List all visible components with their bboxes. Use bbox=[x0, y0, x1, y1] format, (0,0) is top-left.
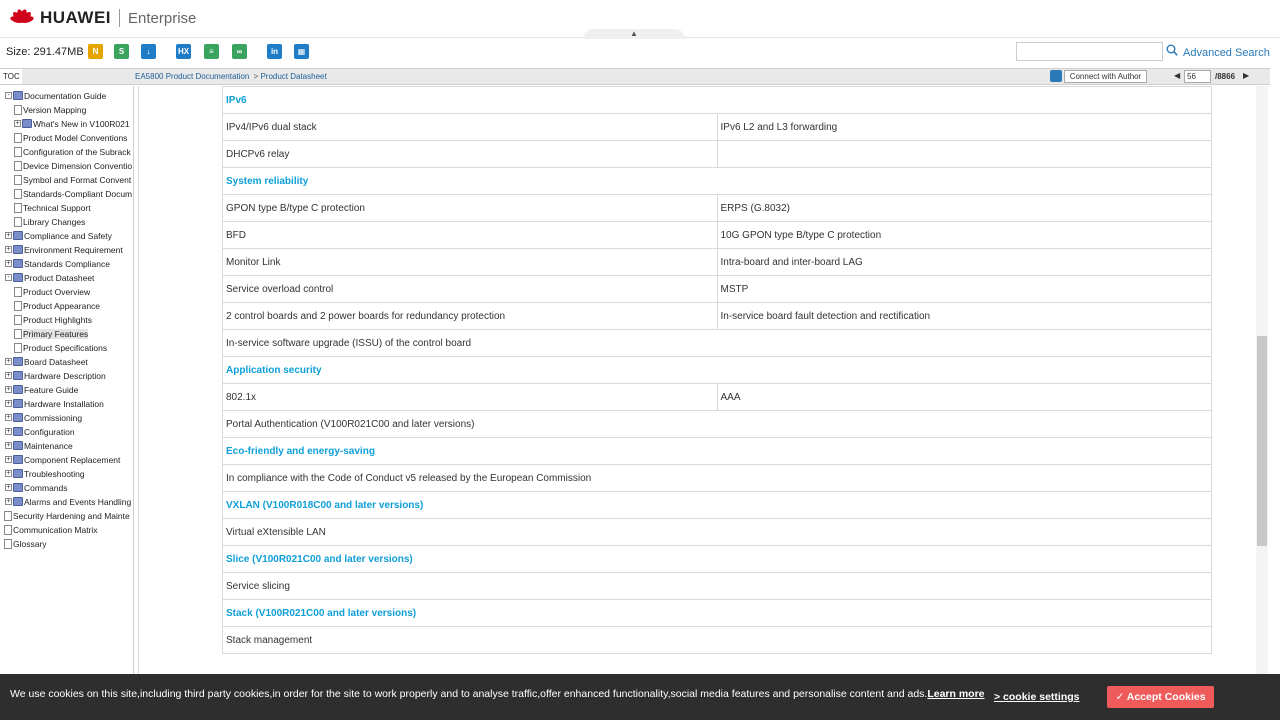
book-icon bbox=[13, 273, 23, 282]
table-cell: 10G GPON type B/type C protection bbox=[717, 222, 1212, 249]
table-cell: BFD bbox=[223, 222, 718, 249]
feedback-icon[interactable]: ≡ bbox=[204, 44, 219, 59]
table-row bbox=[223, 222, 1212, 249]
book-icon bbox=[13, 245, 23, 254]
toc-item[interactable] bbox=[14, 201, 91, 214]
book-icon bbox=[13, 427, 23, 436]
toc-item-label: Symbol and Format Convent bbox=[23, 174, 132, 185]
table-cell bbox=[717, 141, 1212, 168]
toc-item[interactable] bbox=[14, 103, 86, 116]
collapse-icon[interactable]: - bbox=[5, 92, 12, 99]
table-row bbox=[223, 303, 1212, 330]
toc-item-label: Troubleshooting bbox=[24, 468, 85, 479]
table-cell: In-service software upgrade (ISSU) of the control board bbox=[223, 330, 1212, 357]
toc-item-label: Version Mapping bbox=[23, 104, 87, 115]
toc-item-label: Documentation Guide bbox=[24, 90, 107, 101]
toc-item-label: Product Model Conventions bbox=[23, 132, 128, 143]
toc-item-label: Communication Matrix bbox=[13, 524, 98, 535]
toc-item-label: Product Overview bbox=[23, 286, 91, 297]
expand-icon[interactable]: + bbox=[6, 498, 11, 505]
toc-item-label: Product Appearance bbox=[23, 300, 101, 311]
table-cell: Service overload control bbox=[223, 276, 718, 303]
toc-item[interactable] bbox=[14, 187, 132, 200]
toc-item[interactable] bbox=[14, 313, 92, 326]
table-cell: Service slicing bbox=[223, 573, 1212, 600]
toc-item-label: Product Highlights bbox=[23, 314, 92, 325]
table-cell: In compliance with the Code of Conduct v5 released by the European Commission bbox=[223, 465, 1212, 492]
table-row bbox=[223, 330, 1212, 357]
section-title: Eco-friendly and energy-saving bbox=[223, 438, 1212, 465]
toolbar bbox=[0, 39, 1280, 68]
expand-icon[interactable]: + bbox=[6, 414, 11, 421]
toc-item[interactable] bbox=[5, 467, 85, 480]
table-cell: Monitor Link bbox=[223, 249, 718, 276]
toc-item-label: Board Datasheet bbox=[24, 356, 88, 367]
table-row bbox=[223, 519, 1212, 546]
toc-item[interactable] bbox=[5, 495, 131, 508]
download-icon[interactable]: ↓ bbox=[141, 44, 156, 59]
book-icon bbox=[13, 385, 23, 394]
toc-item[interactable] bbox=[14, 327, 88, 340]
section-header-row bbox=[223, 492, 1212, 519]
toc-item-label: Alarms and Events Handling bbox=[24, 496, 132, 507]
expand-icon[interactable]: + bbox=[6, 372, 11, 379]
collapse-icon[interactable]: - bbox=[5, 274, 12, 281]
cookie-text bbox=[10, 688, 985, 700]
toc-item[interactable] bbox=[14, 341, 107, 354]
toc-item-label: Commands bbox=[24, 482, 68, 493]
toc-item[interactable] bbox=[5, 229, 112, 242]
toc-item-label: Security Hardening and Mainte bbox=[13, 510, 130, 521]
page-icon bbox=[4, 525, 12, 535]
book-icon bbox=[13, 357, 23, 366]
hdx-icon[interactable]: HX bbox=[176, 44, 191, 59]
toc-item[interactable] bbox=[5, 89, 106, 102]
page-icon bbox=[14, 133, 22, 143]
table-cell: Virtual eXtensible LAN bbox=[223, 519, 1212, 546]
section-title: Slice (V100R021C00 and later versions) bbox=[223, 546, 1212, 573]
page-icon bbox=[14, 343, 22, 353]
table-cell: 802.1x bbox=[223, 384, 718, 411]
toc-item[interactable] bbox=[14, 285, 90, 298]
toc-item[interactable] bbox=[14, 145, 131, 158]
toc-item-label: Technical Support bbox=[23, 202, 91, 213]
breadcrumb-item-documentation[interactable]: EA5800 Product Documentation bbox=[135, 72, 250, 81]
table-row bbox=[223, 573, 1212, 600]
link-icon[interactable]: ∞ bbox=[232, 44, 247, 59]
section-title: IPv6 bbox=[223, 87, 1212, 114]
features-table bbox=[222, 86, 1212, 654]
toc-item-label: Configuration bbox=[24, 426, 75, 437]
book-icon bbox=[13, 371, 23, 380]
table-row bbox=[223, 465, 1212, 492]
toc-item[interactable] bbox=[14, 299, 100, 312]
toc-item-label: Glossary bbox=[13, 538, 47, 549]
toc-item[interactable] bbox=[4, 523, 98, 536]
expand-icon[interactable]: + bbox=[6, 470, 11, 477]
brand-divider bbox=[119, 9, 120, 27]
toc-item-label: Hardware Description bbox=[24, 370, 106, 381]
book-icon bbox=[13, 441, 23, 450]
page-icon bbox=[14, 161, 22, 171]
toc-item-label: Maintenance bbox=[24, 440, 73, 451]
expand-icon[interactable]: + bbox=[6, 358, 11, 365]
book-icon bbox=[13, 469, 23, 478]
expand-icon[interactable]: + bbox=[6, 400, 11, 407]
table-cell: In-service board fault detection and rectification bbox=[717, 303, 1212, 330]
next-page-icon[interactable]: ▶ bbox=[1243, 71, 1250, 80]
table-cell: Portal Authentication (V100R021C00 and later versions) bbox=[223, 411, 1212, 438]
content-area bbox=[138, 86, 1256, 676]
toc-item[interactable] bbox=[14, 159, 132, 172]
section-header-row bbox=[223, 600, 1212, 627]
toc-item[interactable] bbox=[14, 131, 127, 144]
toc-item[interactable] bbox=[5, 383, 78, 396]
expand-icon[interactable]: + bbox=[6, 260, 11, 267]
table-row bbox=[223, 195, 1212, 222]
page-icon bbox=[14, 189, 22, 199]
section-header-row bbox=[223, 87, 1212, 114]
toc-item[interactable] bbox=[14, 173, 131, 186]
table-cell: DHCPv6 relay bbox=[223, 141, 718, 168]
section-header-row bbox=[223, 438, 1212, 465]
book-icon bbox=[13, 413, 23, 422]
table-cell: MSTP bbox=[717, 276, 1212, 303]
linkedin-icon[interactable]: in bbox=[267, 44, 282, 59]
expand-icon[interactable]: + bbox=[6, 246, 11, 253]
accept-cookies-button[interactable]: ✓ Accept Cookies bbox=[1107, 686, 1214, 708]
page-icon bbox=[14, 175, 22, 185]
expand-icon[interactable]: + bbox=[6, 386, 11, 393]
book-icon bbox=[13, 399, 23, 408]
toc-panel bbox=[0, 86, 134, 720]
brand-name: HUAWEI bbox=[40, 8, 111, 27]
table-cell: Intra-board and inter-board LAG bbox=[717, 249, 1212, 276]
toc-item-label: What's New in V100R021 bbox=[33, 118, 130, 129]
connect-author-button[interactable]: Connect with Author bbox=[1064, 70, 1147, 83]
toc-item-label: Primary Features bbox=[23, 328, 89, 339]
page-icon bbox=[14, 315, 22, 325]
book-icon bbox=[13, 483, 23, 492]
page-icon bbox=[4, 539, 12, 549]
expand-icon[interactable]: + bbox=[6, 232, 11, 239]
book-icon bbox=[22, 119, 32, 128]
toc-item[interactable] bbox=[4, 509, 130, 522]
book-icon bbox=[13, 497, 23, 506]
section-title: Application security bbox=[223, 357, 1212, 384]
table-cell: IPv4/IPv6 dual stack bbox=[223, 114, 718, 141]
toc-item[interactable] bbox=[5, 369, 106, 382]
table-row bbox=[223, 249, 1212, 276]
expand-icon[interactable]: + bbox=[15, 120, 20, 127]
table-row bbox=[223, 411, 1212, 438]
cookie-settings-link[interactable]: > cookie settings bbox=[994, 691, 1080, 703]
page-icon bbox=[14, 203, 22, 213]
table-cell: AAA bbox=[717, 384, 1212, 411]
section-header-row bbox=[223, 546, 1212, 573]
expand-icon[interactable]: + bbox=[6, 428, 11, 435]
page-icon bbox=[14, 147, 22, 157]
breadcrumb bbox=[135, 72, 327, 81]
chm-icon[interactable]: S bbox=[114, 44, 129, 59]
toc-item[interactable] bbox=[5, 243, 123, 256]
section-title: VXLAN (V100R018C00 and later versions) bbox=[223, 492, 1212, 519]
toc-item-label: Compliance and Safety bbox=[24, 230, 112, 241]
table-row bbox=[223, 384, 1212, 411]
table-row bbox=[223, 114, 1212, 141]
toc-item-label: Feature Guide bbox=[24, 384, 79, 395]
toc-item[interactable] bbox=[5, 257, 110, 270]
table-row bbox=[223, 627, 1212, 654]
page-total: /8866 bbox=[1215, 72, 1236, 81]
breadcrumb-separator: > bbox=[253, 72, 259, 81]
location-bar bbox=[0, 68, 1270, 85]
toc-item-label: Component Replacement bbox=[24, 454, 121, 465]
section-title: System reliability bbox=[223, 168, 1212, 195]
breadcrumb-item-datasheet[interactable]: Product Datasheet bbox=[260, 72, 327, 81]
scrollbar-thumb[interactable] bbox=[1257, 336, 1267, 546]
qrcode-icon[interactable]: ▦ bbox=[294, 44, 309, 59]
toc-item[interactable] bbox=[5, 425, 75, 438]
toc-item-label: Hardware Installation bbox=[24, 398, 104, 409]
prev-page-icon[interactable]: ◀ bbox=[1174, 71, 1181, 80]
page-icon bbox=[14, 217, 22, 227]
search-input[interactable] bbox=[1016, 42, 1163, 61]
toc-item[interactable] bbox=[14, 215, 85, 228]
expand-icon[interactable]: + bbox=[6, 456, 11, 463]
cookie-message: We use cookies on this site,including third party cookies,in order for the site to work properly and to analyse traffic,offer enhanced functionality,social media features and personalise content and ads. bbox=[10, 688, 928, 700]
toc-item[interactable] bbox=[5, 481, 67, 494]
table-cell: ERPS (G.8032) bbox=[717, 195, 1212, 222]
page-icon bbox=[14, 329, 22, 339]
table-row bbox=[223, 276, 1212, 303]
page-icon bbox=[14, 287, 22, 297]
toc-item[interactable] bbox=[4, 537, 47, 550]
toc-item[interactable] bbox=[5, 453, 120, 466]
table-cell: GPON type B/type C protection bbox=[223, 195, 718, 222]
chat-icon bbox=[1050, 70, 1062, 82]
table-cell: IPv6 L2 and L3 forwarding bbox=[717, 114, 1212, 141]
section-title: Stack (V100R021C00 and later versions) bbox=[223, 600, 1212, 627]
document-size: Size: 291.47MB bbox=[6, 46, 84, 58]
page-icon bbox=[14, 301, 22, 311]
section-header-row bbox=[223, 168, 1212, 195]
table-cell: Stack management bbox=[223, 627, 1212, 654]
book-icon bbox=[13, 91, 23, 100]
toc-item-label: Commissioning bbox=[24, 412, 83, 423]
page-number-input[interactable]: 56 bbox=[1184, 70, 1211, 83]
expand-icon[interactable]: + bbox=[6, 442, 11, 449]
section-header-row bbox=[223, 357, 1212, 384]
page-icon bbox=[14, 105, 22, 115]
toc-tab[interactable]: TOC bbox=[0, 69, 22, 84]
brand-subtitle: Enterprise bbox=[128, 9, 197, 27]
toc-item[interactable] bbox=[5, 397, 104, 410]
huawei-logo[interactable] bbox=[8, 7, 196, 29]
expand-icon[interactable]: + bbox=[6, 484, 11, 491]
table-row bbox=[223, 141, 1212, 168]
toc-item-label: Device Dimension Conventio bbox=[23, 160, 133, 171]
site-header bbox=[0, 0, 1280, 38]
toc-item-label: Product Datasheet bbox=[24, 272, 95, 283]
toc-item-label: Product Specifications bbox=[23, 342, 108, 353]
toc-item[interactable] bbox=[5, 271, 94, 284]
page-icon bbox=[4, 511, 12, 521]
new-icon[interactable]: N bbox=[88, 44, 103, 59]
toc-item-label: Standards-Compliant Docum bbox=[23, 188, 133, 199]
table-cell: 2 control boards and 2 power boards for redundancy protection bbox=[223, 303, 718, 330]
search-icon[interactable] bbox=[1166, 44, 1178, 56]
toc-item[interactable] bbox=[5, 439, 73, 452]
cookie-banner bbox=[0, 674, 1280, 720]
chevron-up-icon: ▲ bbox=[630, 29, 638, 38]
book-icon bbox=[13, 231, 23, 240]
book-icon bbox=[13, 455, 23, 464]
toc-item-label: Environment Requirement bbox=[24, 244, 123, 255]
learn-more-link[interactable]: Learn more bbox=[927, 688, 985, 700]
toc-item-label: Library Changes bbox=[23, 216, 86, 227]
toc-item-label: Configuration of the Subrack bbox=[23, 146, 131, 157]
toc-item[interactable] bbox=[5, 411, 82, 424]
huawei-flower-icon bbox=[8, 7, 36, 29]
book-icon bbox=[13, 259, 23, 268]
toc-item[interactable] bbox=[5, 355, 88, 368]
toc-item[interactable] bbox=[14, 117, 130, 130]
toc-item-label: Standards Compliance bbox=[24, 258, 110, 269]
advanced-search-link[interactable]: Advanced Search bbox=[1183, 47, 1270, 59]
